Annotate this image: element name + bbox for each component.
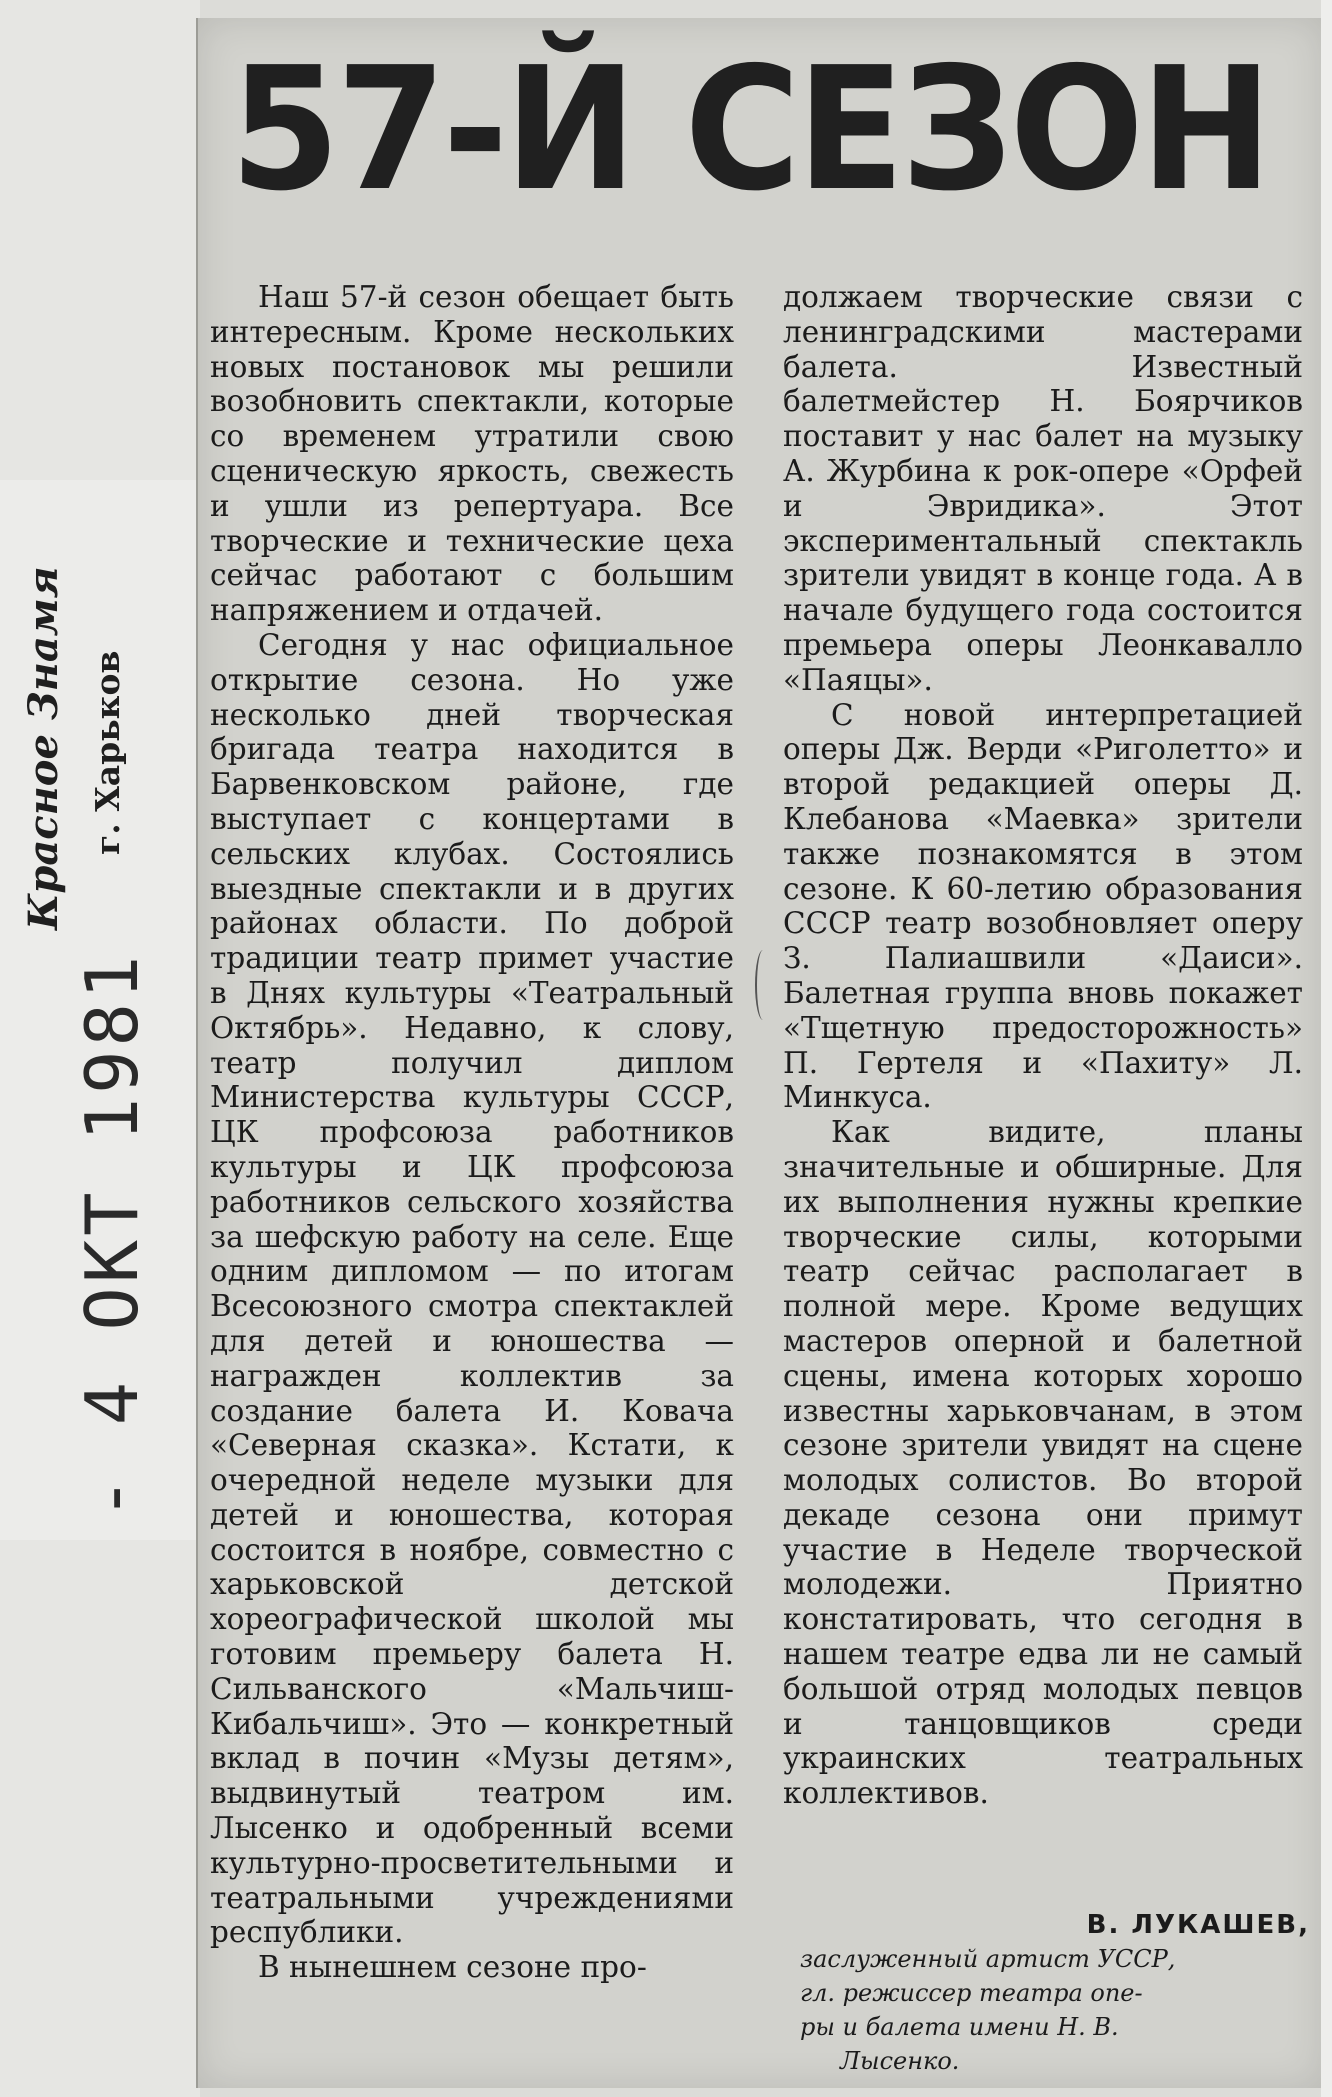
paragraph: Как видите, планы значительные и обширные. Для их выполнения нужны крепкие творческие силы, которыми театр сейчас располагает в полной мере. Кроме ведущих мастеров оперной и балетной сцены, имена которых хорошо известны харьковчанам, в этом сезоне зрители увидят на сцене молодых солистов. Во второй декаде сезона они примут участие в Неделе творческой молодежи. Приятно констатировать, что сегодня в нашем театре едва ли не самый большой отряд молодых певцов и танцовщиков среди украинских театральных коллективов. (783, 1115, 1303, 1811)
author-title-line: ры и балета имени Н. В. (800, 2013, 1119, 2041)
city-name: г. Харьков (88, 650, 127, 855)
paragraph: В нынешнем сезоне про- (258, 1950, 647, 1985)
author-title-line: гл. режиссер театра опе- (800, 1979, 1143, 2007)
paragraph: Наш 57-й сезон обещает быть интересным. Кроме нескольких новых постановок мы решили возобновить спектакли, которые со временем утратили свою сценическую яркость, свежесть и ушли из репертуара. Все творческие и технические цеха сейчас работают с большим напряжением и отдачей. (210, 280, 734, 628)
author-signature (800, 1908, 1310, 2078)
newspaper-name: Красное Знамя (20, 566, 67, 930)
author-title-line: Лысенко. (840, 2047, 960, 2075)
article-column-right (783, 280, 1303, 1811)
paragraph: должаем творческие связи с ленинградскими мастерами балета. Известный балетмейстер Н. Боярчиков поставит у нас балет на музыку А. Журбина к рок-опере «Орфей и Эвридика». Этот экспериментальный спектакль зрители увидят в конце года. А в начале будущего года состоится премьера оперы Леонкавалло «Паяцы». (783, 280, 1303, 697)
author-title-line: заслуженный артист УССР, (800, 1945, 1176, 1973)
date-stamp: - 4 ОКТ 1981 (70, 951, 154, 1520)
author-name: В. ЛУКАШЕВ, (1086, 1910, 1310, 1940)
headline: 57-Й СЕЗОН (230, 31, 1269, 229)
paragraph: С новой интерпретацией оперы Дж. Верди «Риголетто» и второй редакцией оперы Д. Клебанова «Маевка» зрители также познакомятся в этом сезоне. К 60-летию образования СССР театр возобновляет оперу З. Палиашвили «Даиси». Балетная группа вновь покажет «Тщетную предосторожность» П. Гертеля и «Пахиту» Л. Минкуса. (783, 697, 1303, 1115)
page-edge (1321, 0, 1332, 2097)
article-column-left (210, 280, 734, 1985)
paragraph: Сегодня у нас официальное открытие сезона. Но уже несколько дней творческая бригада театра находится в Барвенковском районе, где выступает с концертами в сельских клубах. Состоялись выездные спектакли и в других районах области. По доброй традиции театр примет участие в Днях культуры «Театральный Октябрь». Недавно, к слову, театр получил диплом Министерства культуры СССР, ЦК профсоюза работников культуры и ЦК профсоюза работников сельского хозяйства за шефскую работу на селе. Еще одним дипломом — по итогам Всесоюзного смотра спектаклей для детей и юношества — награжден коллектив за создание балета И. Ковача «Северная сказка». Кстати, к очередной неделе музыки для детей и юношества, которая состоится в ноябре, совместно с харьковской детской хореографической школой мы готовим премьеру балета Н. Сильванского «Мальчиш-Кибальчиш». Это — конкретный вклад в почин «Музы детям», выдвинутый театром им. Лысенко и одобренный всеми культурно-просветительными и театральными учреждениями республики. (210, 627, 734, 1950)
pen-mark (755, 950, 771, 1020)
